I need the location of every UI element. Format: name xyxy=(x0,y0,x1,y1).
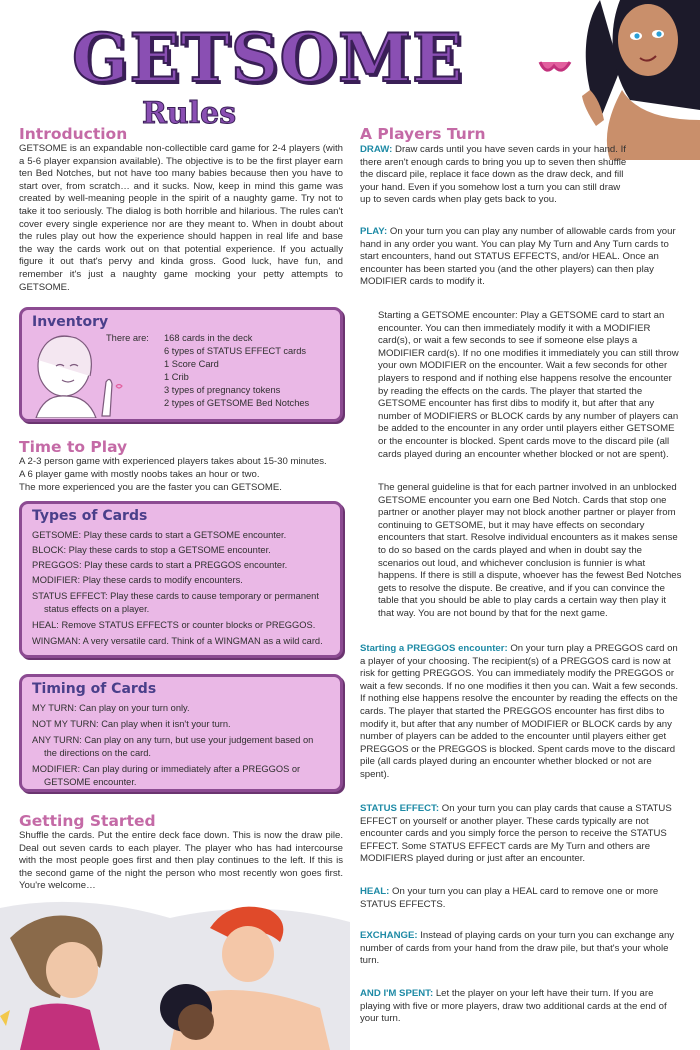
card-type-line: GETSOME: Play these cards to start a GETSOME encounter. xyxy=(32,530,287,540)
woman-character-illustration xyxy=(560,0,700,160)
preggos-term: Starting a PREGGOS encounter: xyxy=(360,643,508,654)
types-of-cards-box xyxy=(19,501,343,658)
getsome-encounter-rule: Starting a GETSOME encounter: Play a GETSOME card to start an encounter. You can then immediately modify it with a MODIFIER card(s), or wait a few seconds to see if someone else plays a MODIFIER card(s). If no one modifies it immediately you can still throw your own MODIFIER on the encounter. Wait a few seconds for other players to respond and if nothing else happens resolve the encounter by reading the effects on the cards. The player that started the GETSOME encounter has first dibs to modify it, but after that any number of MODIFIERS or BLOCK cards by any number of players can be added to the encounter in any order until players either GETSOME or the encounter is blocked. Spent cards move to the discard pile (all cards played during an encounter whether blocked or not are spent). xyxy=(378,310,679,460)
play-text: On your turn you can play any number of allowable cards from your hand in any order you want. You can play My Turn and Any Turn cards to start encounters, hand out STATUS EFFECTS, and/or HEAL. Once an encounter has been started you (and the other players) can then play MODIFIER cards to modify it. xyxy=(360,226,676,288)
intro-heading: Introduction xyxy=(19,125,128,143)
im-spent-text: Let the player on your left have their turn. If you are playing with five or more players, draw two additional cards at the end of your turn. xyxy=(360,988,667,1025)
inventory-item: 2 types of GETSOME Bed Notches xyxy=(164,398,310,408)
time-to-play-heading: Time to Play xyxy=(19,438,128,456)
timing-of-cards-box xyxy=(19,674,343,792)
im-spent-rule xyxy=(360,988,682,1026)
logo-subtitle: Rules xyxy=(142,96,237,131)
inventory-item: 1 Crib xyxy=(164,372,189,382)
logo xyxy=(72,18,532,131)
inventory-item: 1 Score Card xyxy=(164,359,219,369)
status-effect-rule xyxy=(360,803,682,866)
inventory-box xyxy=(19,307,343,422)
draw-rule xyxy=(360,144,630,207)
heal-text: On your turn you can play a HEAL card to remove one or more STATUS EFFECTS. xyxy=(360,886,659,910)
play-term: PLAY: xyxy=(360,226,388,237)
status-effect-term: STATUS EFFECT: xyxy=(360,803,440,814)
draw-text: Draw cards until you have seven cards in your hand. If there aren't enough cards to bring you up to seven then shuffle the discard pile, replace it face down as the draw deck, and fill your hand. Even if you somehow lost a turn you can still draw up to seven cards when play gets back to you. xyxy=(360,144,627,206)
getting-started-heading: Getting Started xyxy=(19,812,156,830)
exchange-term: EXCHANGE: xyxy=(360,930,418,941)
preggos-text: On your turn play a PREGGOS card on a player of your choosing. The recipient(s) of a PREGGOS card is now at risk for getting PREGGOS. You can immediately modify the PREGGOS or wait a few seconds. If no one modifies it then you can. Wait a few seconds. If nothing else happens resolve the encounter by reading the effects on the cards. The player that started the PREGGOS encounter has first dibs to modify it, but after that any number of MODIFIER or BLOCK cards by any number of players can be added to the encounter until players either get PREGGOS or the PREGGOS is blocked. Spent cards move to the discard pile (all cards played during an encounter whether blocked or not are spent). xyxy=(360,643,679,780)
timing-line: MY TURN: Can play on your turn only. xyxy=(32,703,190,713)
logo-title: GETSOME xyxy=(72,19,464,97)
exchange-text: Instead of playing cards on your turn you can exchange any number of cards from your hand from the draw pile, but that's your whole turn. xyxy=(360,930,675,967)
couple-in-bed-illustration xyxy=(0,898,350,1050)
preggos-encounter-rule xyxy=(360,643,682,782)
play-rule xyxy=(360,226,682,289)
timing-line: GETSOME encounter. xyxy=(44,777,137,787)
time-to-play-line: A 6 player game with mostly noobs takes an hour or two. xyxy=(19,469,260,480)
intro-text: GETSOME is an expandable non-collectible card game for 2-4 players (with a 5-6 player expansion available). The objective is to be the first player earn ten Bed Notches, but not have too many babies because then you have to start over, from scratch… and it sucks. Now, keep in mind this game was created by well-meaning people in the spirit of a naughty game. Try not to take it too seriously. The dialog is both horrible and hilarious. The rules can't cover every single experience nor are they meant to. When in doubt about the rules play out how the experience should happen in real life and base the way the cards work out on that potential experience. If you actually figure it out that's pervy and kinda gross. Good luck, have fun, and remember it's just a naughty game mocking your petty attempts to GETSOME. xyxy=(19,143,343,293)
card-type-line: PREGGOS: Play these cards to start a PREGGOS encounter. xyxy=(32,560,288,570)
status-effect-text: On your turn you can play cards that cause a STATUS EFFECT on yourself or another player. These cards typically are not encounter cards and you simply force the person to receive the STATUS EFFECT. Some STATUS EFFECT cards are My Turn and others are MODIFIERS played during or just after an encounter. xyxy=(360,803,672,865)
timing-line: ANY TURN: Can play on any turn, but use your judgement based on xyxy=(32,735,314,745)
time-to-play-line: A 2-3 person game with experienced players takes about 15-30 minutes. xyxy=(19,456,327,467)
card-type-line: STATUS EFFECT: Play these cards to cause temporary or permanent xyxy=(32,591,319,601)
draw-term: DRAW: xyxy=(360,144,393,155)
card-type-line: WINGMAN: A very versatile card. Think of a WINGMAN as a wild card. xyxy=(32,636,323,646)
types-of-cards-heading: Types of Cards xyxy=(32,508,148,524)
getting-started-text: Shuffle the cards. Put the entire deck face down. This is now the draw pile. Deal out seven cards to each player. The player who has had intercourse with the most people goes first and then play continues to the left. If this is the second game of the night the person who most recently won goes first. You're welcome… xyxy=(19,830,343,892)
players-turn-heading: A Players Turn xyxy=(360,125,486,143)
timing-line: MODIFIER: Can play during or immediately after a PREGGOS or xyxy=(32,764,301,774)
exchange-rule xyxy=(360,930,682,968)
heal-term: HEAL: xyxy=(360,886,390,897)
im-spent-term: AND I'M SPENT: xyxy=(360,988,434,999)
card-type-line: status effects on a player. xyxy=(44,604,150,614)
inventory-item: 3 types of pregnancy tokens xyxy=(164,385,281,395)
card-type-line: BLOCK: Play these cards to stop a GETSOME encounter. xyxy=(32,545,271,555)
time-to-play-line: The more experienced you are the faster you can GETSOME. xyxy=(19,482,282,493)
timing-of-cards-heading: Timing of Cards xyxy=(32,681,157,697)
card-type-line: HEAL: Remove STATUS EFFECTS or counter blocks or PREGGOS. xyxy=(32,620,316,630)
guideline-rule: The general guideline is that for each partner involved in an unblocked GETSOME encounter you earn one Bed Notch. Cards that stop one partner or another player may not block another partner or player from continuing to GETSOME, but it may have effects on secondary encounters that start. Resolve individual encounters as it makes sense to do so based on the cards played and when in doubt say the scenarios out loud, and whichever conclusion is funnier is what happens. If there is still a dispute, whoever has the fewest Bed Notches gets to resolve the dispute. Be creative, and if you can convince the table that you should be able to play cards a certain way then play it that way. You are not bound by that for the next game. xyxy=(378,482,682,619)
inventory-heading: Inventory xyxy=(32,314,109,330)
timing-line: the directions on the card. xyxy=(44,748,151,758)
card-type-line: MODIFIER: Play these cards to modify encounters. xyxy=(32,575,243,585)
inventory-item: 168 cards in the deck xyxy=(164,333,253,343)
timing-line: NOT MY TURN: Can play when it isn't your turn. xyxy=(32,719,231,729)
inventory-label: There are: xyxy=(106,333,149,343)
bra-icon xyxy=(538,56,572,80)
inventory-item: 6 types of STATUS EFFECT cards xyxy=(164,346,307,356)
heal-rule xyxy=(360,886,682,911)
